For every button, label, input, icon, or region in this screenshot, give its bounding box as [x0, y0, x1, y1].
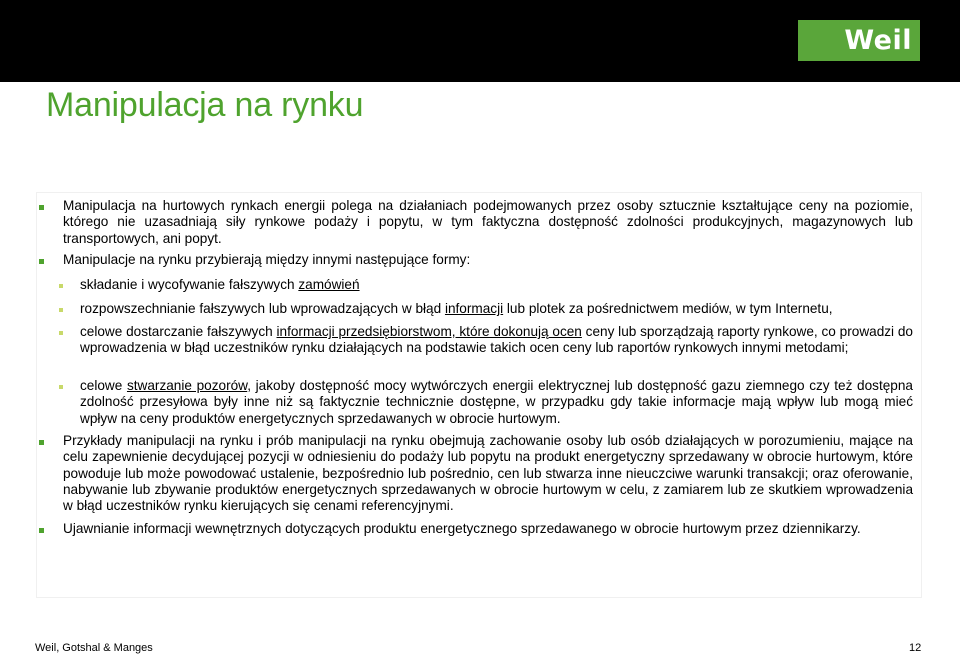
sub-bullet-3: celowe dostarczanie fałszywych informacji przedsiębiorstwom, które dokonują ocen ceny lub sporządzają raporty rynkowe, co prowadzi do wprowadzenia w błąd uczestników rynku działających na podstawie takich ocen ceny lub raportów rynkowych innymi metodami; [80, 324, 913, 356]
sub-bullet-marker-icon [59, 308, 63, 312]
bullet-1: Manipulacja na hurtowych rynkach energii polega na działaniach podejmowanych przez osoby sztucznie kształtujące ceny na poziomie, którego nie uzasadniają siły rynkowe podaży i popytu, w tym faktyczna dostępność zdolności produkcyjnych, magazynowych lub transportowych, ani popyt. [63, 198, 913, 246]
weil-logo: Weil [798, 20, 920, 61]
top-bar [0, 0, 960, 82]
page-number: 12 [909, 642, 922, 654]
sub-bullet-4: celowe stwarzanie pozorów, jakoby dostępność mocy wytwórczych energii elektrycznej lub dostępność gazu ziemnego czy też dostępna zdolność przesyłowa były inne niż są faktycznie technicznie dostępne, w przypadku gdy takie informacje mają wpływ lub mogą mieć wpływ na ceny produktów energetycznych sprzedawanych w obrocie hurtowym. [80, 378, 913, 426]
bullet-3: Przykłady manipulacji na rynku i prób manipulacji na rynku obejmują zachowanie osoby lub osób działających w porozumieniu, mające na celu zapewnienie decydującej pozycji w odniesieniu do podaży lub popytu na produkt energetyczny sprzedawany w obrocie hurtowym, które powoduje lub może powodować ustalenie, bezpośrednio lub pośrednio, cen lub stwarza inne nieuczciwe warunki transakcji; oraz oferowanie, nabywanie lub zbywanie produktów energetycznych sprzedawanych w obrocie hurtowym w celu, z zamiarem lub ze skutkiem wprowadzenia w błąd uczestników rynku kierujących się cenami referencyjnymi. [63, 433, 913, 514]
sub-bullet-marker-icon [59, 385, 63, 389]
bullet-marker-icon [39, 440, 44, 445]
sub-bullet-marker-icon [59, 284, 63, 288]
bullet-2: Manipulacje na rynku przybierają między innymi następujące formy: [63, 252, 471, 267]
bullet-marker-icon [39, 205, 44, 210]
bullet-marker-icon [39, 528, 44, 533]
sub-bullet-2: rozpowszechnianie fałszywych lub wprowadzających w błąd informacji lub plotek za pośrednictwem mediów, w tym Internetu, [80, 301, 833, 316]
content-box [36, 192, 922, 598]
bullet-marker-icon [39, 259, 44, 264]
footer-company: Weil, Gotshal & Manges [35, 642, 153, 654]
bullet-4: Ujawnianie informacji wewnętrznych dotyczących produktu energetycznego sprzedawanego w obrocie hurtowym przez dziennikarzy. [63, 521, 861, 536]
sub-bullet-1: składanie i wycofywanie fałszywych zamówień [80, 277, 360, 292]
page-title: Manipulacja na rynku [46, 86, 364, 124]
sub-bullet-marker-icon [59, 331, 63, 335]
